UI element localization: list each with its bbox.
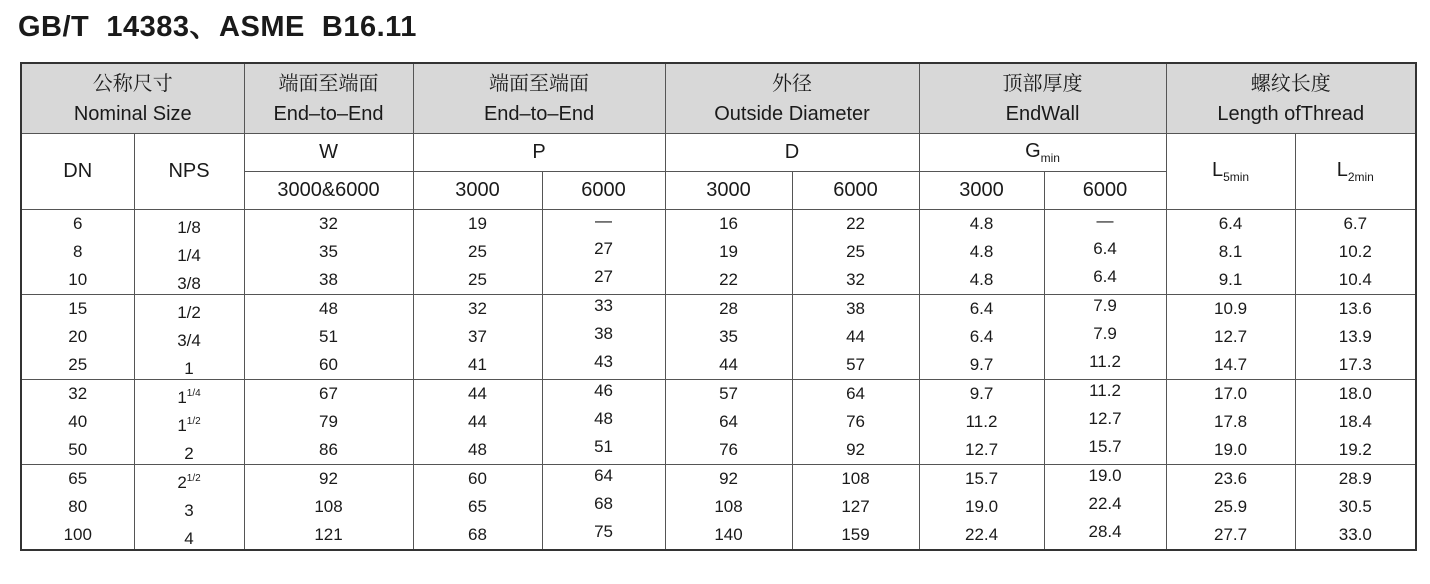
w-cell	[244, 295, 413, 380]
header-l2: $L_{2min}$	[1295, 134, 1416, 210]
cell-value: 4.8	[969, 214, 994, 233]
p3000-cell	[413, 295, 542, 380]
cell-value: 3/8	[177, 274, 201, 293]
p6000-cell	[542, 210, 665, 295]
cell-value: 32	[468, 299, 487, 318]
cell-value: 80	[68, 497, 88, 516]
cell-value: 38	[319, 270, 338, 289]
cell-value: 17.0	[1213, 384, 1248, 403]
cell-value: 32	[846, 270, 865, 289]
cell-value: $2^{1/2}$	[177, 473, 201, 492]
cell-value: 22	[719, 270, 738, 289]
cell-value: 35	[319, 242, 338, 261]
cell-value: 44	[468, 412, 487, 431]
cell-value: 19.0	[1088, 466, 1122, 485]
cell-value: —	[595, 211, 613, 230]
nps-cell	[134, 295, 244, 380]
cell-value: 127	[841, 497, 870, 516]
cell-value: 51	[319, 327, 338, 346]
dn-cell	[21, 380, 134, 465]
cell-value: 17.8	[1213, 412, 1248, 431]
cell-value: 108	[841, 469, 870, 488]
d3000-cell	[665, 210, 792, 295]
cell-value: 27.7	[1213, 525, 1248, 544]
header-row-titles	[21, 63, 1416, 134]
cell-value: 33.0	[1338, 525, 1372, 544]
cell-value: 25	[846, 242, 865, 261]
cell-value: 19	[719, 242, 738, 261]
w-cell	[244, 380, 413, 465]
header-end-to-end-p: 端面至端面 End–to–End	[413, 63, 665, 134]
cell-value: 60	[319, 355, 338, 374]
cell-value: 48	[319, 299, 338, 318]
cell-value: 6.4	[1218, 214, 1243, 233]
cell-value: 25.9	[1213, 497, 1248, 516]
cell-value: 8.1	[1218, 242, 1243, 261]
cell-value: 28	[719, 299, 738, 318]
cell-value: 28.9	[1338, 469, 1372, 488]
header-d: D	[665, 134, 919, 172]
l2-cell	[1295, 465, 1416, 551]
cell-value: 3	[184, 501, 194, 520]
cell-value: 14.7	[1213, 355, 1248, 374]
cell-value: 4.8	[969, 242, 994, 261]
cell-value: 67	[319, 384, 338, 403]
cell-value: 46	[594, 381, 613, 400]
l5-cell	[1166, 210, 1295, 295]
header-end-to-end-w: 端面至端面 End–to–End	[244, 63, 413, 134]
cell-value: 10.4	[1338, 270, 1372, 289]
cell-value: 18.0	[1338, 384, 1372, 403]
header-class-g3000: 3000	[919, 172, 1044, 210]
cell-value: 68	[468, 525, 487, 544]
cell-value: 6.4	[1093, 267, 1117, 286]
cell-value: 30.5	[1338, 497, 1372, 516]
cell-value: 12.7	[1088, 409, 1122, 428]
dn-cell	[21, 295, 134, 380]
header-nps: NPS	[134, 134, 244, 210]
d3000-cell	[665, 465, 792, 551]
cell-value: 22.4	[1088, 494, 1122, 513]
cell-value: 9.1	[1218, 270, 1243, 289]
g3000-cell	[919, 465, 1044, 551]
cell-value: 7.9	[1093, 296, 1117, 315]
p6000-cell	[542, 380, 665, 465]
cell-value: 76	[719, 440, 738, 459]
header-w: W	[244, 134, 413, 172]
header-class-p6000: 6000	[542, 172, 665, 210]
cell-value: 44	[846, 327, 865, 346]
cell-value: 38	[594, 324, 613, 343]
cell-value: 10	[68, 270, 88, 289]
cell-value: 10.9	[1213, 299, 1248, 318]
header-p: P	[413, 134, 665, 172]
p3000-cell	[413, 465, 542, 551]
header-outside-diameter: 外径 Outside Diameter	[665, 63, 919, 134]
d6000-cell	[792, 295, 919, 380]
cell-value: 6	[73, 214, 83, 233]
l2-cell	[1295, 295, 1416, 380]
cell-value: 64	[719, 412, 738, 431]
g3000-cell	[919, 380, 1044, 465]
cell-value: 32	[319, 214, 338, 233]
header-dn: DN	[21, 134, 134, 210]
dimension-table	[20, 62, 1417, 551]
cell-value: 6.4	[969, 327, 994, 346]
cell-value: 43	[594, 352, 613, 371]
header-g: $G_{min}$	[919, 134, 1166, 172]
cell-value: —	[1096, 211, 1114, 230]
cell-value: 35	[719, 327, 738, 346]
w-cell	[244, 210, 413, 295]
p6000-cell	[542, 465, 665, 551]
header-class-d3000: 3000	[665, 172, 792, 210]
cell-value: 41	[468, 355, 487, 374]
cell-value: 3/4	[177, 331, 201, 350]
cell-value: 20	[68, 327, 88, 346]
cell-value: 40	[68, 412, 88, 431]
header-l5: $L_{5min}$	[1166, 134, 1295, 210]
cell-value: 25	[468, 270, 487, 289]
cell-value: 92	[719, 469, 738, 488]
cell-value: 1	[184, 359, 194, 378]
cell-value: 1/2	[177, 303, 201, 322]
cell-value: 65	[468, 497, 487, 516]
cell-value: 38	[846, 299, 865, 318]
nps-cell	[134, 380, 244, 465]
cell-value: 32	[68, 384, 88, 403]
cell-value: 9.7	[969, 355, 994, 374]
cell-value: 57	[719, 384, 738, 403]
cell-value: 37	[468, 327, 487, 346]
cell-value: 51	[594, 437, 613, 456]
cell-value: 11.2	[1089, 352, 1121, 371]
cell-value: 19.2	[1338, 440, 1372, 459]
cell-value: 12.7	[1213, 327, 1248, 346]
table-row	[21, 380, 1416, 465]
d3000-cell	[665, 295, 792, 380]
g6000-cell	[1044, 210, 1166, 295]
d6000-cell	[792, 465, 919, 551]
cell-value: $1^{1/2}$	[177, 416, 201, 435]
cell-value: 65	[68, 469, 88, 488]
cell-value: 11.2	[965, 412, 998, 431]
cell-value: 1/4	[177, 246, 201, 265]
dn-cell	[21, 465, 134, 551]
g3000-cell	[919, 210, 1044, 295]
cell-value: 17.3	[1338, 355, 1372, 374]
p6000-cell	[542, 295, 665, 380]
cell-value: 6.7	[1343, 214, 1368, 233]
cell-value: 25	[68, 355, 88, 374]
l5-cell	[1166, 465, 1295, 551]
cell-value: 57	[846, 355, 865, 374]
cell-value: 27	[594, 239, 613, 258]
nps-cell	[134, 465, 244, 551]
cell-value: 4	[184, 529, 194, 548]
l2-cell	[1295, 380, 1416, 465]
cell-value: 25	[468, 242, 487, 261]
dn-cell	[21, 210, 134, 295]
cell-value: 121	[314, 525, 343, 544]
header-class-w: 3000&6000	[244, 172, 413, 210]
cell-value: 12.7	[964, 440, 999, 459]
header-class-p3000: 3000	[413, 172, 542, 210]
cell-value: 9.7	[969, 384, 994, 403]
header-row-symbols	[21, 134, 1416, 172]
nps-cell	[134, 210, 244, 295]
cell-value: 64	[846, 384, 865, 403]
p3000-cell	[413, 380, 542, 465]
document-title: GB/T 14383、ASME B16.11	[18, 11, 417, 43]
g3000-cell	[919, 295, 1044, 380]
g6000-cell	[1044, 465, 1166, 551]
cell-value: 19.0	[1213, 440, 1248, 459]
table-row	[21, 210, 1416, 295]
cell-value: 76	[846, 412, 865, 431]
header-nominal-size: 公称尺寸 Nominal Size	[21, 63, 244, 134]
cell-value: 86	[319, 440, 338, 459]
cell-value: 10.2	[1338, 242, 1372, 261]
w-cell	[244, 465, 413, 551]
cell-value: 28.4	[1088, 522, 1122, 541]
cell-value: 48	[468, 440, 487, 459]
cell-value: 1/8	[177, 218, 201, 237]
cell-value: 64	[594, 466, 613, 485]
cell-value: 92	[319, 469, 338, 488]
cell-value: 15.7	[1088, 437, 1122, 456]
table-body	[21, 210, 1416, 551]
cell-value: 2	[184, 444, 194, 463]
cell-value: 27	[594, 267, 613, 286]
cell-value: 75	[594, 522, 613, 541]
cell-value: 22	[846, 214, 865, 233]
cell-value: 159	[841, 525, 870, 544]
g6000-cell	[1044, 380, 1166, 465]
l5-cell	[1166, 295, 1295, 380]
g6000-cell	[1044, 295, 1166, 380]
cell-value: 68	[594, 494, 613, 513]
cell-value: 60	[468, 469, 487, 488]
l5-cell	[1166, 380, 1295, 465]
d3000-cell	[665, 380, 792, 465]
cell-value: 19.0	[964, 497, 999, 516]
cell-value: 108	[714, 497, 743, 516]
cell-value: $1^{1/4}$	[177, 388, 201, 407]
table-row	[21, 295, 1416, 380]
cell-value: 4.8	[969, 270, 994, 289]
cell-value: 15	[68, 299, 88, 318]
p3000-cell	[413, 210, 542, 295]
cell-value: 79	[319, 412, 338, 431]
cell-value: 44	[719, 355, 738, 374]
header-class-g6000: 6000	[1044, 172, 1166, 210]
cell-value: 23.6	[1213, 469, 1248, 488]
header-class-d6000: 6000	[792, 172, 919, 210]
cell-value: 18.4	[1338, 412, 1372, 431]
cell-value: 140	[714, 525, 743, 544]
cell-value: 6.4	[1093, 239, 1117, 258]
cell-value: 100	[63, 525, 92, 544]
table-row	[21, 465, 1416, 551]
cell-value: 33	[594, 296, 613, 315]
header-end-wall: 顶部厚度 EndWall	[919, 63, 1166, 134]
cell-value: 6.4	[969, 299, 994, 318]
l2-cell	[1295, 210, 1416, 295]
cell-value: 11.2	[1089, 381, 1121, 400]
d6000-cell	[792, 210, 919, 295]
cell-value: 19	[468, 214, 487, 233]
cell-value: 13.6	[1338, 299, 1372, 318]
cell-value: 92	[846, 440, 865, 459]
cell-value: 13.9	[1338, 327, 1372, 346]
cell-value: 50	[68, 440, 88, 459]
header-thread-length: 螺纹长度 Length ofThread	[1166, 63, 1416, 134]
cell-value: 48	[594, 409, 613, 428]
cell-value: 8	[73, 242, 83, 261]
cell-value: 108	[314, 497, 343, 516]
cell-value: 44	[468, 384, 487, 403]
cell-value: 15.7	[964, 469, 999, 488]
cell-value: 7.9	[1093, 324, 1117, 343]
d6000-cell	[792, 380, 919, 465]
cell-value: 16	[719, 214, 738, 233]
cell-value: 22.4	[964, 525, 999, 544]
